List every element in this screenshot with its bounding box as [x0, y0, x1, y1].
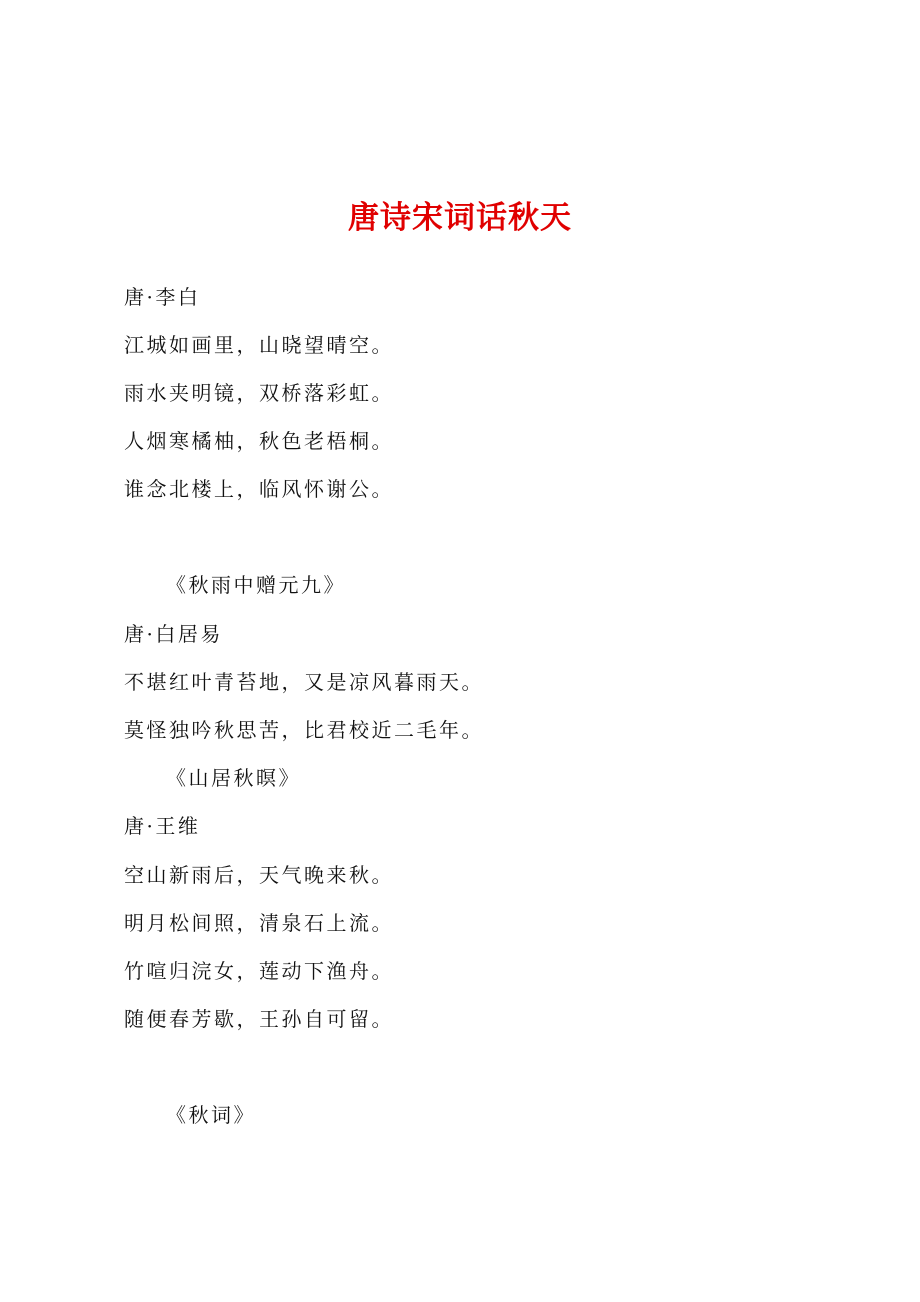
poem-line: 空山新雨后，天气晚来秋。 [124, 863, 394, 887]
poem-title-shanju: 《山居秋暝》 [166, 766, 301, 790]
author-line-li-bai: 唐·李白 [124, 285, 201, 309]
poem-line: 莫怪独吟秋思苦，比君校近二毛年。 [124, 718, 484, 742]
poem-line: 随便春芳歇，王孙自可留。 [124, 1007, 394, 1031]
poem-line: 雨水夹明镜，双桥落彩虹。 [124, 381, 394, 405]
poem-line: 谁念北楼上，临风怀谢公。 [124, 477, 394, 501]
poem-line: 江城如画里，山晓望晴空。 [124, 333, 394, 357]
document-title: 唐诗宋词话秋天 [348, 200, 572, 236]
poem-line: 不堪红叶青苔地，又是凉风暮雨天。 [124, 670, 484, 694]
author-line-bai-juyi: 唐·白居易 [124, 622, 223, 646]
poem-line: 竹喧归浣女，莲动下渔舟。 [124, 959, 394, 983]
poem-title-qiuyu: 《秋雨中赠元九》 [166, 573, 346, 597]
poem-line: 人烟寒橘柚，秋色老梧桐。 [124, 429, 394, 453]
author-line-wang-wei: 唐·王维 [124, 814, 201, 838]
poem-line: 明月松间照，清泉石上流。 [124, 911, 394, 935]
poem-title-qiuci: 《秋词》 [166, 1103, 256, 1127]
